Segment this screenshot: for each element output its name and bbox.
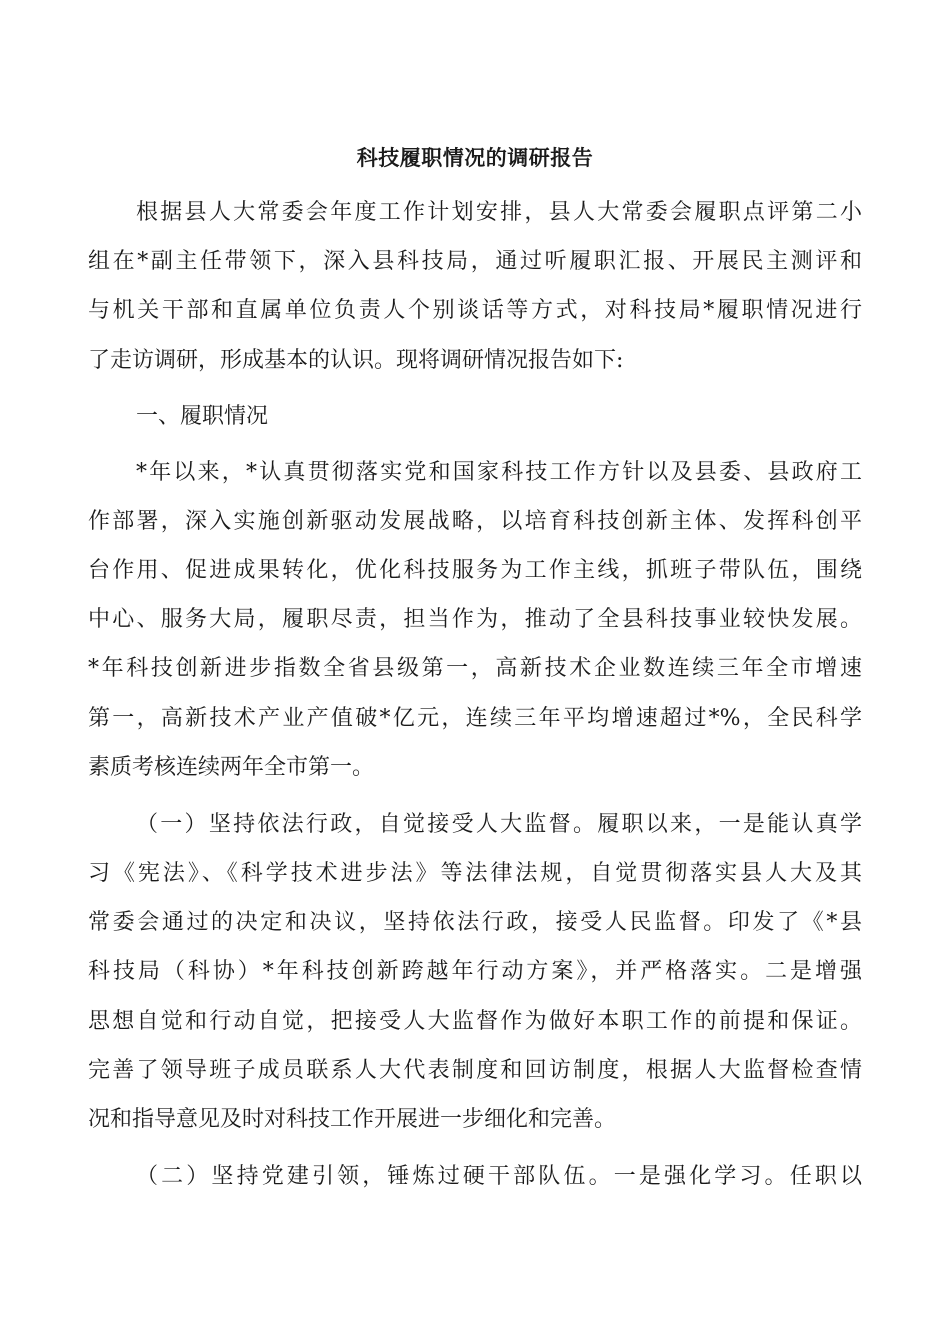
paragraph-line: 与机关干部和直属单位负责人个别谈话等方式，对科技局*履职情况进行: [88, 298, 862, 323]
paragraph-line: 完善了领导班子成员联系人大代表制度和回访制度，根据人大监督检查情: [88, 1058, 862, 1083]
paragraph-line: 第一，高新技术产业产值破*亿元，连续三年平均增速超过*%，全民科学: [88, 706, 862, 731]
paragraph-line: 组在*副主任带领下，深入县科技局，通过听履职汇报、开展民主测评和: [88, 249, 862, 274]
section-heading: 一、履职情况: [136, 404, 269, 429]
paragraph-line: （一）坚持依法行政，自觉接受人大监督。履职以来，一是能认真学: [136, 812, 862, 837]
paragraph-line: 中心、服务大局，履职尽责，担当作为，推动了全县科技事业较快发展。: [88, 607, 862, 632]
paragraph-line: 常委会通过的决定和决议，坚持依法行政，接受人民监督。印发了《*县: [88, 910, 862, 935]
paragraph-line: 习《宪法》、《科学技术进步法》等法律法规，自觉贯彻落实县人大及其: [88, 861, 862, 886]
page-title: 科技履职情况的调研报告: [356, 145, 594, 170]
paragraph-line: 台作用、促进成果转化，优化科技服务为工作主线，抓班子带队伍，围绕: [88, 558, 862, 583]
paragraph-line: 根据县人大常委会年度工作计划安排，县人大常委会履职点评第二小: [136, 200, 862, 225]
paragraph-line: 素质考核连续两年全市第一。: [88, 755, 375, 780]
paragraph-line: *年以来，*认真贯彻落实党和国家科技工作方针以及县委、县政府工: [136, 460, 862, 485]
paragraph-line: 况和指导意见及时对科技工作开展进一步细化和完善。: [88, 1107, 617, 1132]
paragraph-line: 科技局（科协）*年科技创新跨越年行动方案》，并严格落实。二是增强: [88, 959, 862, 984]
paragraph-line: 作部署，深入实施创新驱动发展战略，以培育科技创新主体、发挥科创平: [88, 509, 862, 534]
paragraph-line: 了走访调研，形成基本的认识。现将调研情况报告如下:: [88, 348, 624, 373]
paragraph-line: （二）坚持党建引领，锤炼过硬干部队伍。一是强化学习。任职以: [136, 1164, 862, 1189]
paragraph-line: 思想自觉和行动自觉，把接受人大监督作为做好本职工作的前提和保证。: [88, 1009, 862, 1034]
paragraph-line: *年科技创新进步指数全省县级第一，高新技术企业数连续三年全市增速: [88, 656, 862, 681]
